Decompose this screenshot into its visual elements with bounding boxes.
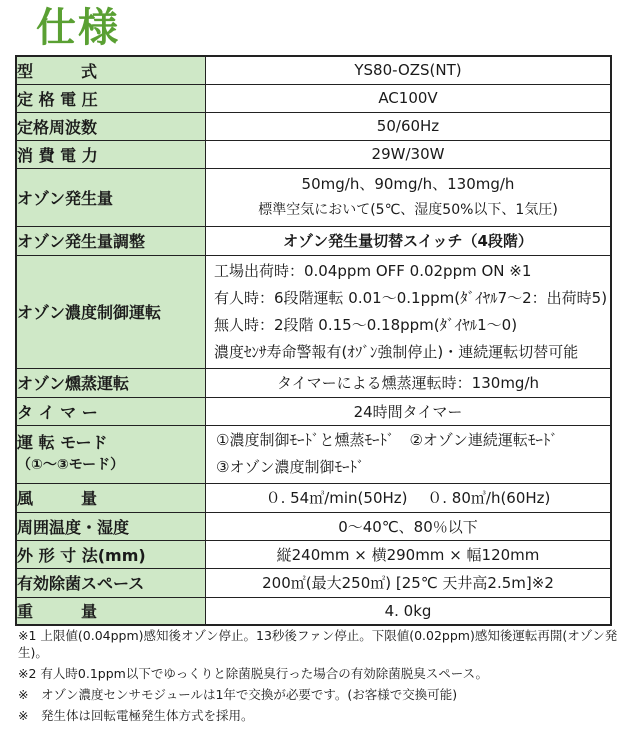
- row-value: 4. 0kg: [206, 597, 612, 625]
- row-value: 24時間タイマー: [206, 397, 612, 425]
- row-label: 消 費 電 力: [16, 140, 206, 168]
- row-value: 200㎡(最大250㎡) [25℃ 天井高2.5m]※2: [206, 568, 612, 597]
- page-title: 仕様: [36, 5, 120, 51]
- row-value: オゾン発生量切替スイッチ（4段階）: [206, 226, 612, 255]
- row-value: [206, 255, 612, 368]
- row-label: タ イ マ ー: [16, 397, 206, 425]
- row-label: オゾン発生量: [16, 168, 206, 226]
- row-value: 0～40℃、80％以下: [206, 512, 612, 540]
- table-row: [16, 255, 611, 368]
- row-label-sub: （①～③モード）: [17, 457, 125, 473]
- table-row: [16, 597, 611, 625]
- table-row: [16, 425, 611, 483]
- value-line: 工場出荷時：0.04ppm OFF 0.02ppm ON ※1: [214, 261, 532, 280]
- table-row: [16, 56, 611, 84]
- footnote: ※1 上限値(0.04ppm)感知後オゾン停止。13秒後ファン停止。下限値(0.02ppm)感知後運転再開(オゾン発生)。: [18, 628, 618, 660]
- value-line: ①濃度制御ﾓｰﾄﾞと燻蒸ﾓｰﾄﾞ ②オゾン連続運転ﾓｰﾄﾞ: [216, 431, 558, 449]
- table-row: [16, 568, 611, 597]
- row-value: 29W/30W: [206, 140, 612, 168]
- row-label-main: 運 転 モード: [17, 433, 108, 452]
- value-line: ③オゾン濃度制御ﾓｰﾄﾞ: [216, 458, 365, 476]
- table-row: [16, 368, 611, 397]
- row-label: [16, 425, 206, 483]
- row-label: 周囲温度・湿度: [16, 512, 206, 540]
- value-line: 有人時：6段階運転 0.01～0.1ppm(ﾀﾞｲﾔﾙ7～2：出荷時5): [214, 288, 608, 307]
- table-row: [16, 84, 611, 112]
- table-row: [16, 140, 611, 168]
- value-line: 50mg/h、90mg/h、130mg/h: [301, 175, 515, 193]
- row-value: 縦240mm × 横290mm × 幅120mm: [206, 540, 612, 568]
- row-label: 外 形 寸 法(mm): [16, 540, 206, 568]
- footnote: ※ 発生体は回転電極発生体方式を採用。: [18, 708, 254, 723]
- value-line: 標準空気において(5℃、湿度50%以下、1気圧): [258, 202, 558, 218]
- row-label: 型 式: [16, 56, 206, 84]
- row-value: タイマーによる燻蒸運転時：130mg/h: [206, 368, 612, 397]
- row-label: 定格周波数: [16, 112, 206, 140]
- row-label: オゾン燻蒸運転: [16, 368, 206, 397]
- row-label: オゾン濃度制御運転: [16, 255, 206, 368]
- row-value: 50/60Hz: [206, 112, 612, 140]
- row-label: 有効除菌スペース: [16, 568, 206, 597]
- table-row: [16, 540, 611, 568]
- value-line: 無人時：2段階 0.15～0.18ppm(ﾀﾞｲﾔﾙ1～0): [214, 315, 518, 334]
- row-label: 定 格 電 圧: [16, 84, 206, 112]
- row-value: [206, 168, 612, 226]
- table-row: [16, 512, 611, 540]
- row-label: オゾン発生量調整: [16, 226, 206, 255]
- table-row: [16, 397, 611, 425]
- row-value: [206, 425, 612, 483]
- row-value: AC100V: [206, 84, 612, 112]
- value-line: 濃度ｾﾝｻ寿命警報有(ｵｿﾞﾝ強制停止)・連続運転切替可能: [214, 342, 579, 361]
- footnote: ※2 有人時0.1ppm以下でゆっくりと除菌脱臭行った場合の有効除菌脱臭スペース。: [18, 666, 488, 681]
- row-label: 風 量: [16, 483, 206, 512]
- table-row: [16, 112, 611, 140]
- table-row: [16, 483, 611, 512]
- table-row: [16, 168, 611, 226]
- table-row: [16, 226, 611, 255]
- footnote: ※ オゾン濃度センサモジュールは1年で交換が必要です。(お客様で交換可能): [18, 687, 458, 702]
- row-value: ０. 54㎥/min(50Hz) ０. 80㎥/h(60Hz): [206, 483, 612, 512]
- row-value: YS80-OZS(NT): [206, 56, 612, 84]
- spec-table: [15, 55, 612, 626]
- row-label: 重 量: [16, 597, 206, 625]
- footnotes: [18, 627, 618, 728]
